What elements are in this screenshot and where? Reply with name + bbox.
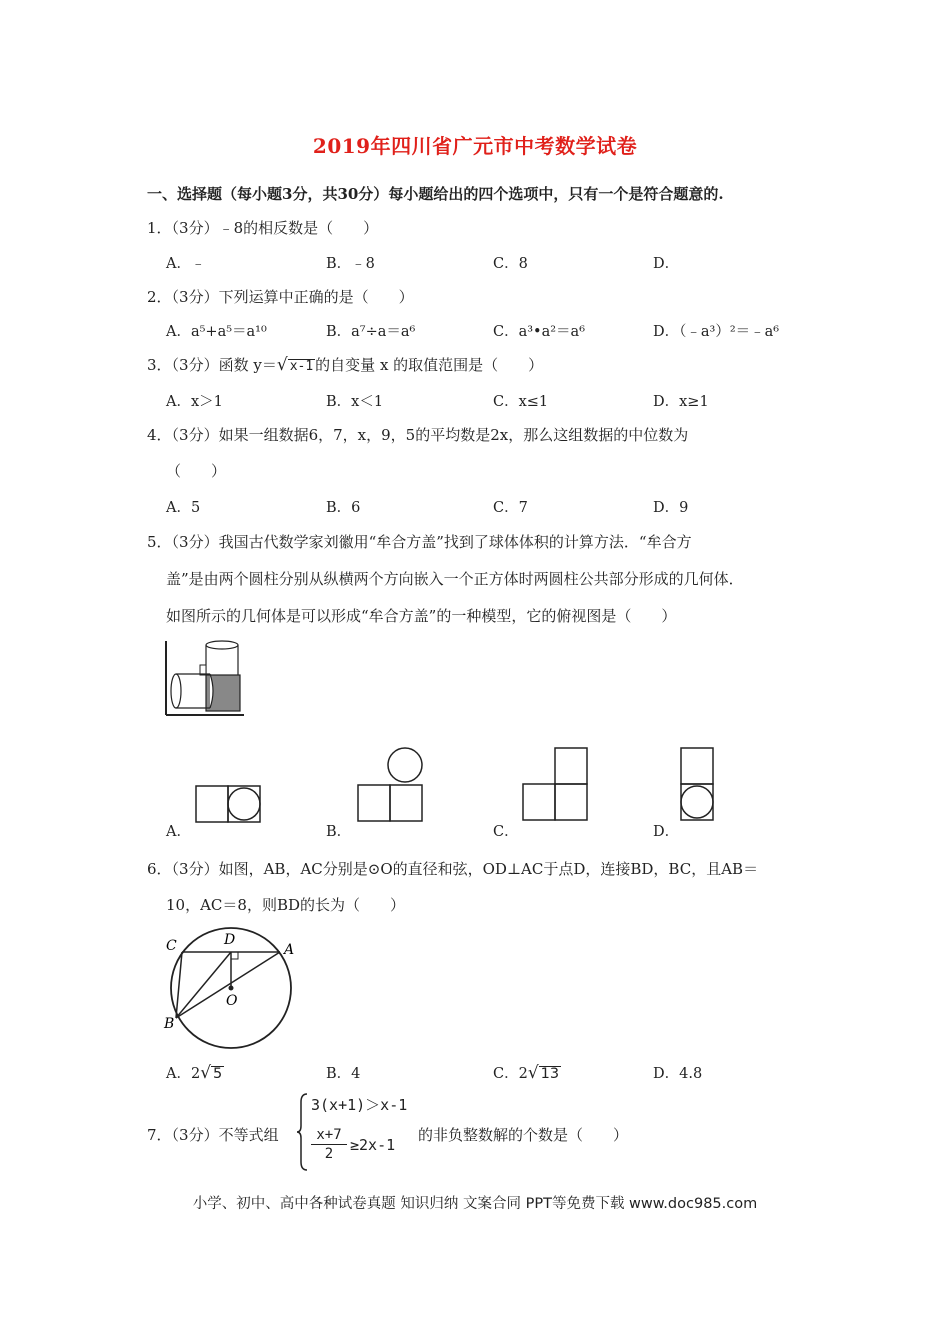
q7-inequality-2-rest: ≥2x-1 bbox=[350, 1136, 396, 1154]
q4-option-a: A．5 bbox=[166, 500, 201, 516]
q6-option-b: B．4 bbox=[326, 1066, 361, 1082]
q4-option-c: C．7 bbox=[493, 500, 528, 516]
q5-option-c-figure bbox=[522, 746, 592, 826]
q5-option-d: D． bbox=[653, 824, 680, 840]
left-brace-icon bbox=[296, 1092, 308, 1172]
q6-option-a-text: A．2 bbox=[166, 1066, 201, 1082]
q6-option-a bbox=[166, 1062, 224, 1083]
question-5-stem-line3: 如图所示的几何体是可以形成“牟合方盖”的一种模型，它的俯视图是（ ） bbox=[166, 607, 677, 625]
q6-label-c: C bbox=[166, 938, 177, 954]
q5-option-a-figure bbox=[195, 780, 265, 824]
q5-solid-figure bbox=[160, 633, 250, 723]
q3-radicand: x-1 bbox=[289, 359, 314, 374]
q2-option-b: B．a⁷÷a＝a⁶ bbox=[326, 324, 416, 340]
q6-label-b: B bbox=[164, 1016, 175, 1032]
q3-stem-prefix: 3．（3分）函数 y＝ bbox=[147, 356, 277, 374]
q6-label-o: O bbox=[226, 993, 238, 1009]
page-title: 2019年四川省广元市中考数学试卷 bbox=[312, 134, 638, 158]
q6-circle-figure bbox=[160, 930, 300, 1040]
q6-option-d: D．4.8 bbox=[653, 1066, 703, 1082]
q6-option-a-radicand: 5 bbox=[213, 1066, 223, 1082]
q5-option-c: C． bbox=[493, 824, 519, 840]
q7-fraction-denominator: 2 bbox=[324, 1146, 334, 1162]
q3-option-d: D．x≥1 bbox=[653, 394, 709, 410]
section-heading: 一、选择题（每小题3分，共30分）每小题给出的四个选项中，只有一个是符合题意的. bbox=[147, 185, 724, 203]
question-5-stem-line1: 5．（3分）我国古代数学家刘徽用“牟合方盖”找到了球体体积的计算方法．“牟合方 bbox=[147, 533, 692, 551]
q1-option-d: D． bbox=[653, 256, 680, 272]
q5-option-a: A． bbox=[166, 824, 191, 840]
q1-option-b: B．﹣8 bbox=[326, 256, 375, 272]
q6-label-a: A bbox=[284, 942, 295, 958]
question-1-stem: 1．（3分）﹣8的相反数是（ ） bbox=[147, 219, 379, 237]
q7-inequality-1: 3(x+1)＞x-1 bbox=[311, 1096, 408, 1114]
q4-option-b: B．6 bbox=[326, 500, 361, 516]
question-6-stem-line2: 10，AC＝8，则BD的长为（ ） bbox=[166, 896, 405, 914]
q4-option-d: D．9 bbox=[653, 500, 689, 516]
q3-option-b: B．x＜1 bbox=[326, 394, 384, 410]
q3-option-a: A．x＞1 bbox=[166, 394, 223, 410]
q2-option-d: D．（﹣a³）²＝﹣a⁶ bbox=[653, 324, 780, 340]
question-5-stem-line2: 盖”是由两个圆柱分别从纵横两个方向嵌入一个正方体时两圆柱公共部分形成的几何体． bbox=[166, 570, 744, 588]
q1-option-c: C．8 bbox=[493, 256, 528, 272]
q7-fraction-numerator: x+7 bbox=[311, 1126, 347, 1145]
question-4-stem-line2: （ ） bbox=[166, 462, 227, 480]
radical-sign-icon: √ bbox=[276, 355, 288, 375]
q5-option-b: B． bbox=[326, 824, 352, 840]
question-7-stem-prefix: 7．（3分）不等式组 bbox=[147, 1126, 279, 1144]
page-footer: 小学、初中、高中各种试卷真题 知识归纳 文案合同 PPT等免费下载 www.doc985.com bbox=[192, 1196, 758, 1212]
question-2-stem: 2．（3分）下列运算中正确的是（ ） bbox=[147, 288, 414, 306]
question-3-stem bbox=[147, 354, 543, 375]
q7-fraction bbox=[311, 1126, 347, 1163]
q3-stem-suffix: 的自变量 x 的取值范围是（ ） bbox=[315, 356, 544, 374]
radical-sign-icon: √ bbox=[527, 1063, 539, 1083]
question-4-stem-line1: 4．（3分）如果一组数据6，7，x，9，5的平均数是2x，那么这组数据的中位数为 bbox=[147, 426, 689, 444]
radical-sign-icon: √ bbox=[200, 1063, 212, 1083]
question-7-stem-suffix: 的非负整数解的个数是（ ） bbox=[418, 1126, 629, 1144]
question-6-stem-line1: 6．（3分）如图，AB，AC分别是⊙O的直径和弦，OD⊥AC于点D，连接BD，BC，且AB＝ bbox=[147, 860, 759, 878]
q2-option-a: A．a⁵+a⁵＝a¹⁰ bbox=[166, 324, 267, 340]
q6-option-c-text: C．2 bbox=[493, 1066, 528, 1082]
q2-option-c: C．a³•a²＝a⁶ bbox=[493, 324, 586, 340]
q6-option-c-radicand: 13 bbox=[540, 1066, 560, 1082]
q5-option-d-figure bbox=[680, 746, 720, 826]
q6-option-c bbox=[493, 1062, 561, 1083]
q5-option-b-figure bbox=[357, 745, 427, 825]
q6-label-d: D bbox=[224, 932, 236, 948]
q3-option-c: C．x≤1 bbox=[493, 394, 549, 410]
q1-option-a: A．﹣ bbox=[166, 256, 206, 272]
